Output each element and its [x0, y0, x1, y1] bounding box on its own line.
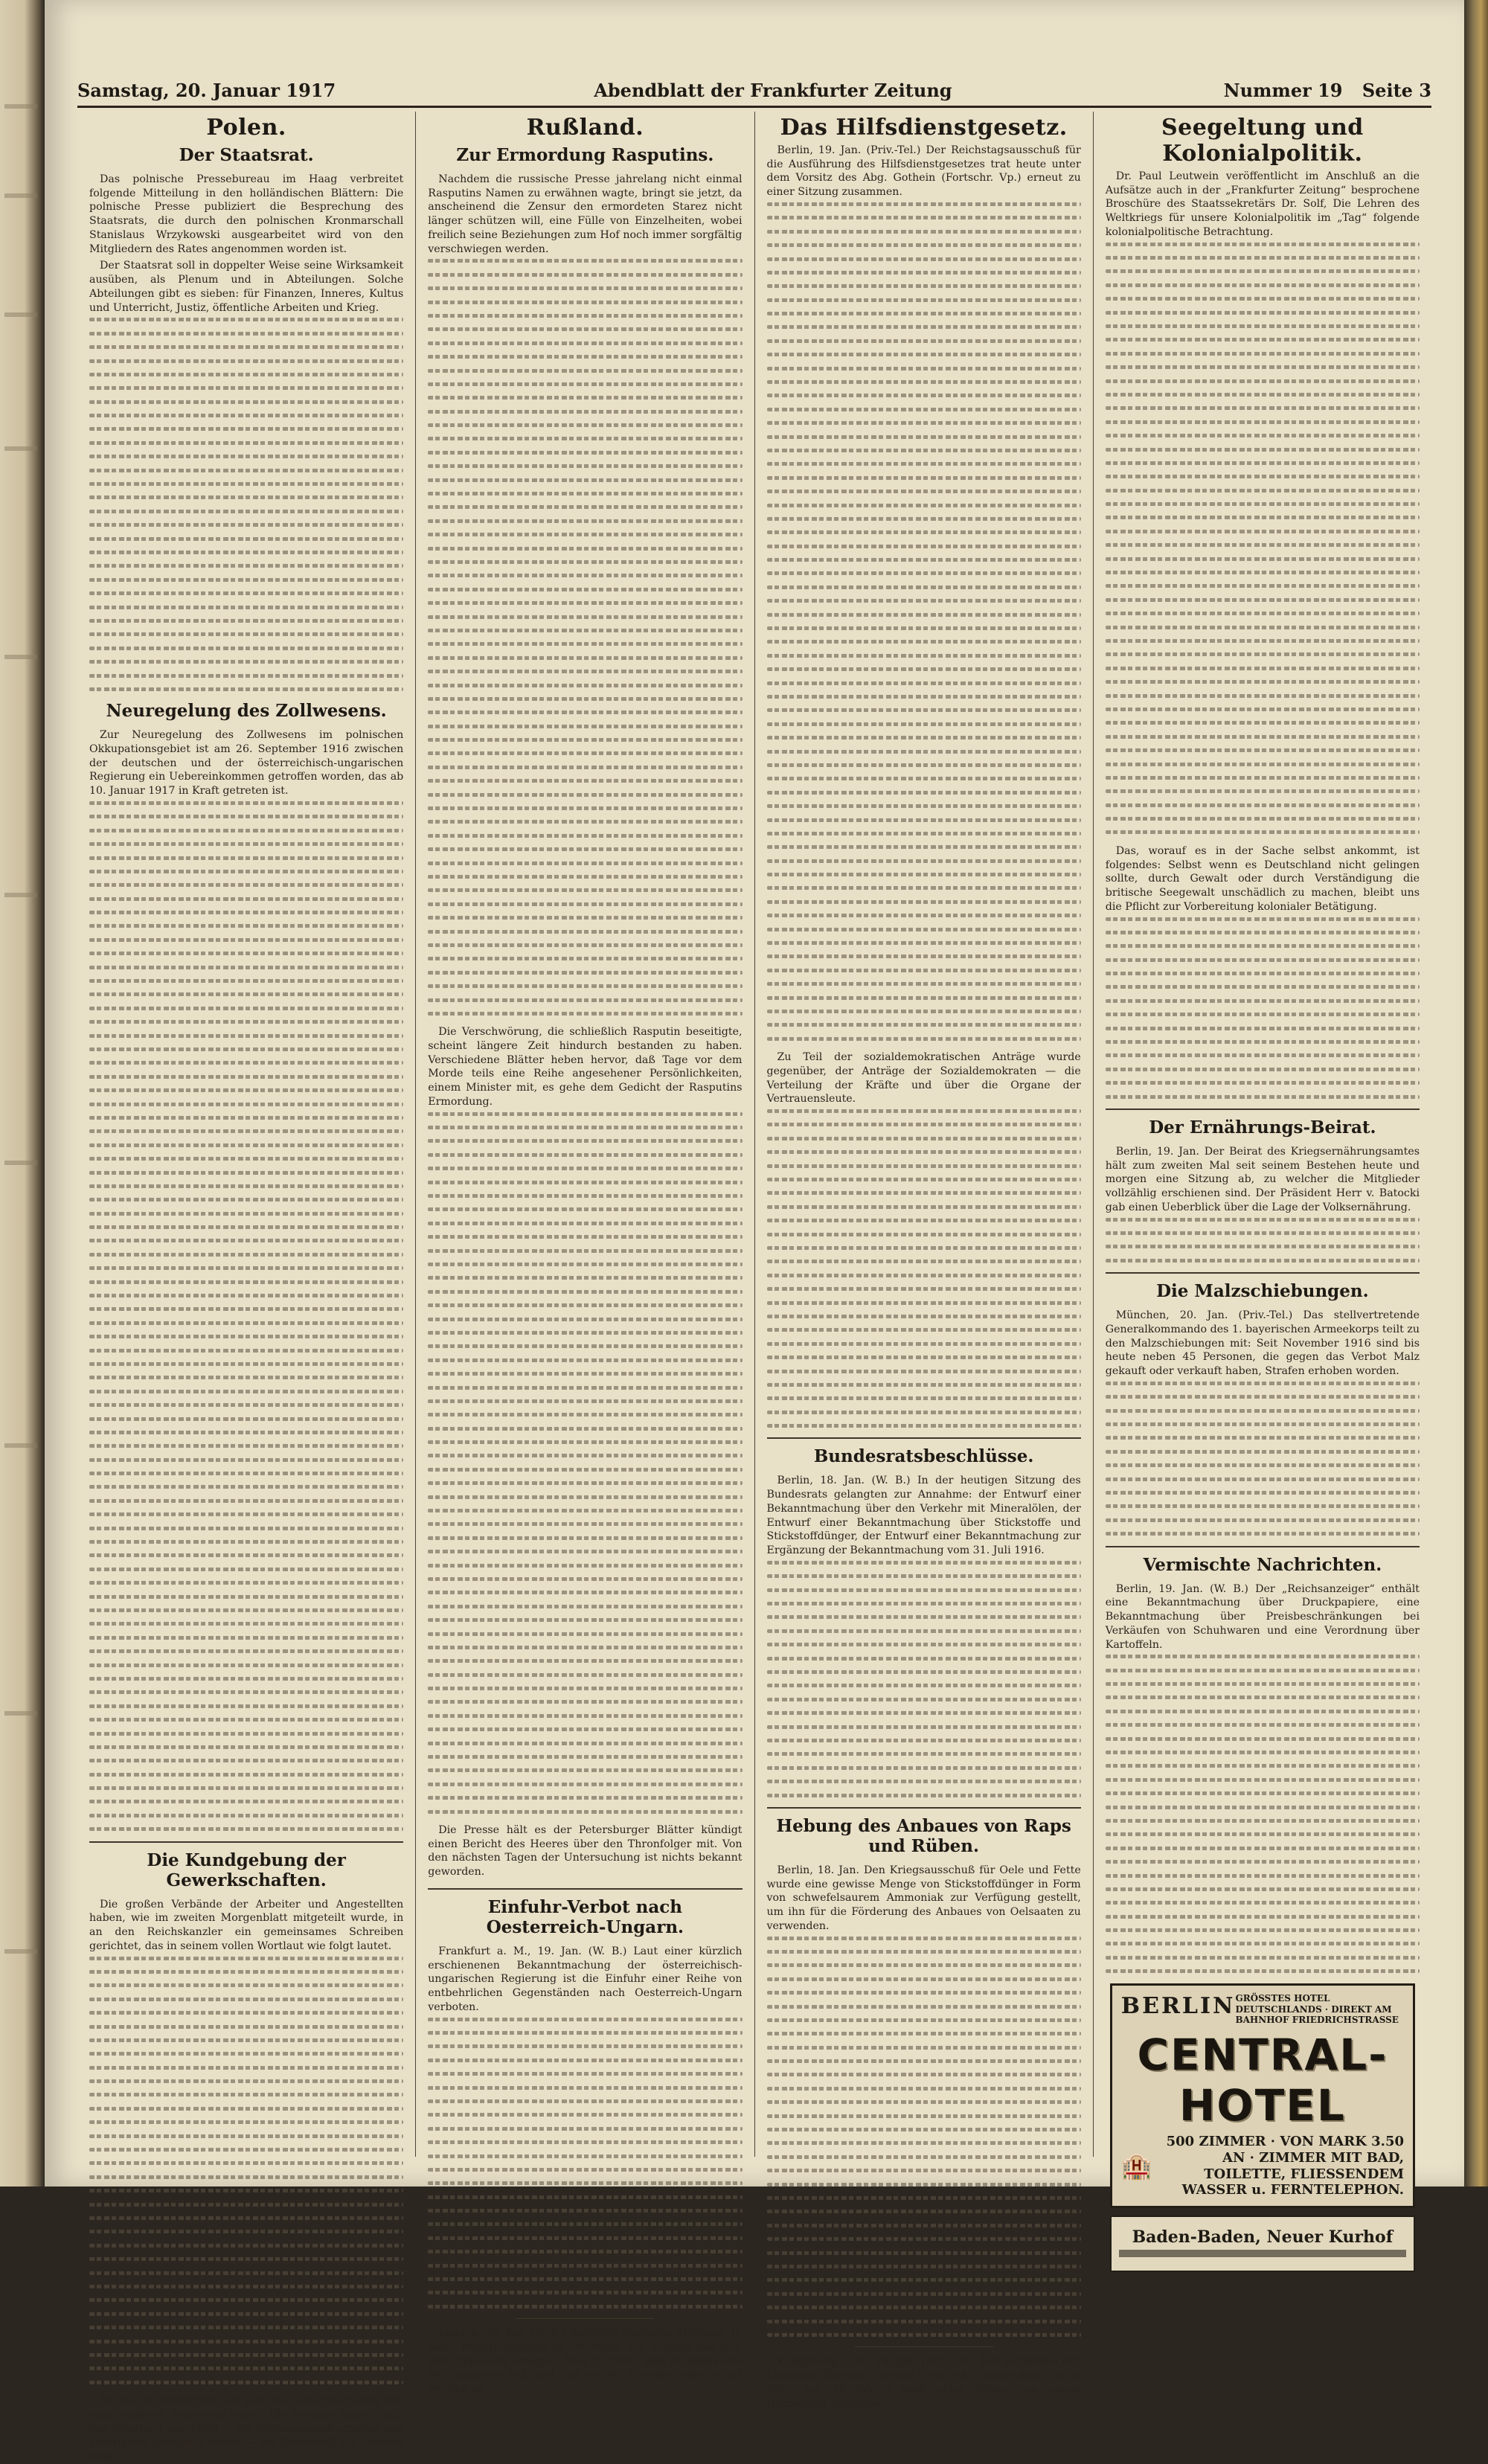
article-subtitle: Die Kundgebung der Gewerkschaften. — [147, 1849, 346, 1890]
body-text-lines — [1106, 1655, 1420, 1973]
section-divider — [1106, 1546, 1420, 1547]
article-paragraph: Die Verschwörung, die schließlich Rasputin beseitigte, scheint längere Zeit hindurch bestanden zu haben. Verschiedene Blätter heben hervor, daß Tage vor dem Morde teils eine Reihe angesehener Persönlichkeiten, einem Minister mit, es gehe dem Gedicht der Rasputins Ermordung. — [428, 1026, 743, 1108]
article-subtitle: Der Ernährungs-Beirat. — [1149, 1117, 1376, 1138]
article-title: Polen. — [206, 115, 286, 141]
body-text-lines — [1106, 917, 1420, 1099]
article-paragraph: Königsberg i. Pr., 19. Jan. (Priv.-Tel.) Der Feldwebel der Landwehr-Division General Siegfried (Gutsbesitzer) ist im Alter von 70 Jahren nach einer Sitzung an einem Herzschlag gestorben. — [766, 2355, 1081, 2410]
section-divider — [1106, 1109, 1420, 1110]
advertisement-central-hotel — [1110, 1983, 1415, 2208]
article-paragraph: London, 20. Jan. (W. B.) Amtliche englische Meldung. In einer Munitionsfabrik in der Nähe von London hat sich eine Explosion ereignet. Man fürchtet, daß es zahlreiche Tote gegeben hat, und daß großer Schaden angerichtet worden ist. — [428, 2327, 743, 2396]
article-paragraph: Nichts ist natürlicher, als daß die Gewerkschaften von einer anderen Sicherung reden. Die Arbeiter haben stets das Vaterland geschützt — die Volksgenossen ernennt den Vaterlande gewidmet haben — die Dörfschaft für unseren Sieg. — [89, 2395, 404, 2463]
body-text-lines — [428, 259, 742, 1015]
ad-city: BERLIN — [1120, 1993, 1236, 2020]
article-paragraph: Berlin, 18. Jan. (W. B.) In der heutigen Sitzung des Bundesrats gelangten zur Annahme: der Entwurf einer Bekanntmachung über den Verkehr mit Mineralölen, der Entwurf einer Bekanntmachung über Stickstoffe und Stickstoffdünger, der Entwurf einer Bekanntmachung zur Ergänzung der Bekanntmachung vom 31. Juli 1916. — [766, 1475, 1081, 1557]
article-subtitle: Die Malzschiebungen. — [1156, 1281, 1369, 1302]
article-subtitle: Vermischte Nachrichten. — [1143, 1554, 1382, 1575]
paper-name: Abendblatt der Frankfurter Zeitung — [594, 80, 952, 101]
body-text-lines — [89, 318, 403, 691]
article-paragraph: Nachdem die russische Presse jahrelang nicht einmal Rasputins Namen zu erwähnen wagte, bringt sie jetzt, da anscheinend die Zensur den ermordeten Starez nicht länger schützen will, eine Fülle von Einzelheiten, wobei freilich seine Beziehungen zum Hof noch immer sorgfältig verschwiegen werden. — [428, 173, 743, 255]
body-text-lines — [428, 2018, 742, 2309]
article-paragraph: Berlin, 18. Jan. Den Kriegsausschuß für Oele und Fette wurde eine gewisse Menge von Stickstoffdünger in Form von schwefelsaurem Ammoniak zur Verfügung gestellt, um ihn für die Förderung des Anbaues von Oelsaaten zu verwenden. — [766, 1864, 1081, 1932]
page-number: Seite 3 — [1362, 80, 1431, 101]
body-text-lines — [428, 1112, 742, 1814]
ad2-stamp-mark — [1119, 2250, 1406, 2257]
advertisement-kurhof — [1110, 2216, 1415, 2272]
body-text-lines — [1106, 243, 1420, 835]
article-paragraph: Frankfurt a. M., 19. Jan. (W. B.) Laut einer kürzlich erschienenen Bekanntmachung der österreichisch-ungarischen Regierung ist die Einfuhr einer Reihe von entbehrlichen Gegenständen nach Oesterreich-Ungarn verboten. — [428, 1945, 743, 2013]
body-text-lines — [1106, 1218, 1420, 1263]
article-subtitle: Zur Ermordung Rasputins. — [456, 145, 714, 165]
article-title: Seegeltung und Kolonialpolitik. — [1161, 115, 1364, 167]
body-text-lines — [767, 1109, 1081, 1428]
ad-tagline: GRÖSSTES HOTEL DEUTSCHLANDS · DIREKT AM BAHNHOF FRIEDRICHSTRASSE — [1235, 1993, 1399, 2026]
article-title: Rußland. — [526, 115, 644, 141]
columns — [77, 112, 1431, 2463]
article-paragraph: Berlin, 19. Jan. (Priv.-Tel.) Der Reichstagsausschuß für die Ausführung des Hilfsdienstgesetzes trat heute unter dem Vorsitz des Abg. Gothein (Fortschr. Vp.) erneut zu einer Sitzung zusammen. — [766, 144, 1081, 199]
article-paragraph: Berlin, 19. Jan. Der Beirat des Kriegsernährungsamtes hält zum zweiten Mal seit seinem Bestehen heute und morgen eine Sitzung ab, zu welcher die Mitglieder vollzählig erschienen sind. Der Präsident Herr v. Batocki gab einen Ueberblick über die Lage der Volksernährung. — [1105, 1146, 1420, 1213]
section-divider — [428, 1888, 742, 1890]
binding-left — [0, 0, 45, 2187]
article-paragraph: Das polnische Pressebureau im Haag verbreitet folgende Mitteilung in den holländischen Blättern: Die polnische Presse publiziert die Besprechung des Staatsrats, die durch den polnischen Kronmarschall Stanislaus Wrzykowski ausgearbeitet wird von den Mitgliedern des Rates angenommen worden ist. — [89, 173, 404, 255]
body-text-lines — [89, 801, 403, 1831]
body-text-lines — [1106, 1382, 1420, 1536]
section-divider — [1106, 1272, 1420, 1274]
issue-page — [1210, 80, 1431, 101]
article-subtitle: Bundesratsbeschlüsse. — [813, 1446, 1034, 1467]
section-divider — [516, 2318, 654, 2319]
section-divider — [855, 2346, 993, 2347]
article-subtitle: Der Staatsrat. — [179, 145, 314, 165]
article-paragraph: Berlin, 19. Jan. (W. B.) Der „Reichsanzeiger“ enthält eine Bekanntmachung über Druckpapiere, eine Bekanntmachung über Preisbeschränkungen bei Verkäufen von Schuhwaren und eine Verordnung über Kartoffeln. — [1105, 1582, 1420, 1651]
body-text-lines — [767, 1561, 1081, 1797]
article-paragraph: München, 20. Jan. (Priv.-Tel.) Das stellvertretende Generalkommando des 1. bayerischen Armeekorps teilt zu den Malzschiebungen mit: Seit November 1916 sind bis heute neben 45 Personen, die gegen das Verbot Malz gekauft oder verkauft haben, Strafen erhoben worden. — [1105, 1309, 1420, 1378]
article-paragraph: Die Presse hält es der Petersburger Blätter kündigt einen Bericht des Heeres über den Thronfolger mit. Von den nächsten Tagen der Untersuchung ist nichts bekannt geworden. — [428, 1824, 743, 1879]
binding-right — [1464, 0, 1488, 2187]
article-paragraph: Die großen Verbände der Arbeiter und Angestellten haben, wie im zweiten Morgenblatt mitgeteilt wurde, in an den Reichskanzler ein gemeinsames Schreiben gerichtet, das in seinem vollen Wortlaut wie folgt lautet. — [89, 1898, 404, 1952]
article-subtitle: Einfuhr-Verbot nach Oesterreich-Ungarn. — [486, 1896, 684, 1937]
issue-number: Nummer 19 — [1223, 80, 1343, 101]
article-paragraph: Dr. Paul Leutwein veröffentlicht im Anschluß an die Aufsätze auch in der „Frankfurter Zeitung“ besprochene Broschüre des Staatssekretärs Dr. Solf, Die Lehren des Weltkriegs für unsere Kolonialpolitik im „Tag“ folgende kolonialpolitische Betrachtung. — [1105, 170, 1420, 238]
article-subtitle: Hebung des Anbaues von Raps und Rüben. — [776, 1815, 1071, 1856]
article-paragraph: Das, worauf es in der Sache selbst ankommt, ist folgendes: Selbst wenn es Deutschland nicht gelingen sollte, durch Gewalt oder durch Verständigung die britische Seegewalt unschädlich zu machen, bleibt uns die Pflicht zur Vorbereitung kolonialer Betätigung. — [1105, 844, 1420, 913]
issue-date: Samstag, 20. Januar 1917 — [77, 80, 336, 101]
body-text-lines — [767, 202, 1081, 1041]
ad-rooms: 500 ZIMMER · VON MARK 3.50 AN · ZIMMER MIT BAD, TOILETTE, FLIESSENDEM WASSER u. FERNTELEPHON. — [1166, 2134, 1404, 2198]
ad-hotel-name: CENTRAL-HOTEL — [1137, 2030, 1388, 2131]
article-paragraph: Der Staatsrat soll in doppelter Weise seine Wirksamkeit ausüben, als Plenum und in Abteilungen. Solche Abteilungen gibt es sieben: für Finanzen, Inneres, Kultus und Unterricht, Justiz, öffentliche Arbeiten und Krieg. — [89, 260, 404, 314]
column-3 — [755, 112, 1094, 2410]
section-divider — [767, 1437, 1081, 1439]
section-divider — [89, 1841, 403, 1843]
article-paragraph: Zu Teil der sozialdemokratischen Anträge wurde gegenüber, der Anträge der Sozialdemokraten — die Verteilung der Kräfte und über die Organe der Vertrauensleute. — [766, 1051, 1081, 1106]
article-paragraph: Zur Neuregelung des Zollwesens im polnischen Okkupationsgebiet ist am 26. September 1916 zwischen der deutschen und der österreichisch-ungarischen Regierung ein Uebereinkommen getroffen worden, das ab 10. Januar 1917 in Kraft getreten ist. — [89, 729, 404, 798]
column-1 — [77, 112, 416, 2463]
body-text-lines — [89, 1957, 403, 2384]
body-text-lines — [767, 1937, 1081, 2337]
column-4 — [1094, 112, 1431, 2247]
column-2 — [416, 112, 754, 2396]
ad2-text: Baden-Baden, Neuer Kurhof — [1132, 2227, 1394, 2247]
article-subtitle: Neuregelung des Zollwesens. — [106, 701, 387, 722]
newspaper-page — [45, 0, 1464, 2463]
section-divider — [767, 1807, 1081, 1809]
article-title: Das Hilfsdienstgesetz. — [780, 115, 1068, 141]
hotel-building-icon: 🏨 — [1120, 2151, 1153, 2181]
running-head — [77, 71, 1431, 108]
